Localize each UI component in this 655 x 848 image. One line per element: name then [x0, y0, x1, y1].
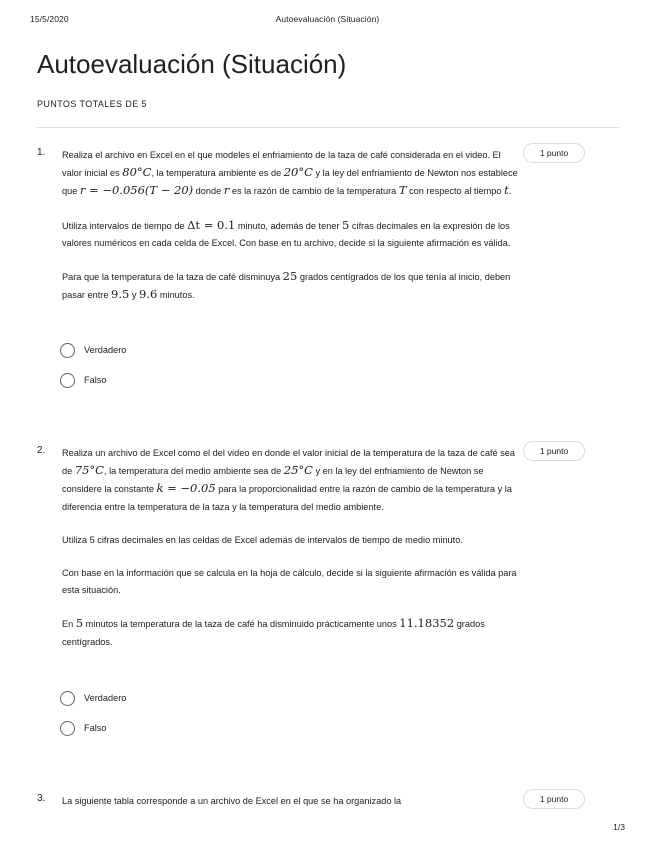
points-badge: 1 punto — [523, 789, 585, 809]
question-body — [62, 147, 520, 320]
radio-button[interactable] — [60, 343, 75, 358]
question-body — [62, 445, 520, 667]
question-statement: Para que la temperatura de la taza de café disminuya 25 grados centígrados de los que tenía al inicio, deben pasar entre 9.5 y 9.6 minutos. — [62, 269, 511, 302]
question-paragraph: Realiza el archivo en Excel en el que modeles el enfriamiento de la taza de café considerada en el video. El valor inicial es 80°C, la temperatura ambiente es de 20°C y la ley del enfriamiento de Newton nos establece que r = −0.056(T − 20) donde r es la razón de cambio de la temperatura T con respecto al tiempo t. — [62, 150, 518, 198]
page-number: 1/3 — [613, 822, 625, 832]
points-badge: 1 punto — [523, 441, 585, 461]
option-verdadero[interactable] — [60, 689, 126, 707]
radio-button[interactable] — [60, 691, 75, 706]
print-header-title: Autoevaluación (Situación) — [275, 14, 380, 24]
question-paragraph: Con base en la información que se calcula en la hoja de cálculo, decide si la siguiente afirmación es válida para esta situación. — [62, 568, 517, 596]
option-verdadero[interactable] — [60, 341, 126, 359]
option-falso[interactable] — [60, 719, 106, 737]
question-number: 3. — [37, 793, 46, 804]
question-number: 2. — [37, 445, 46, 456]
question-number: 1. — [37, 147, 46, 158]
question-paragraph: La siguiente tabla corresponde a un archivo de Excel en el que se ha organizado la — [62, 796, 402, 806]
question-statement: En 5 minutos la temperatura de la taza de café ha disminuido prácticamente unos 11.18352 grados centígrados. — [62, 616, 485, 647]
radio-button[interactable] — [60, 373, 75, 388]
radio-button[interactable] — [60, 721, 75, 736]
divider — [37, 127, 619, 128]
option-label: Verdadero — [84, 693, 127, 703]
points-total: PUNTOS TOTALES DE 5 — [37, 99, 147, 109]
option-falso[interactable] — [60, 371, 106, 389]
option-label: Falso — [84, 723, 107, 733]
print-date: 15/5/2020 — [30, 14, 69, 24]
option-label: Falso — [84, 375, 107, 385]
question-paragraph: Realiza un archivo de Excel como el del video en donde el valor inicial de la temperatura de la taza de café sea de 75°C, la temperatura del medio ambiente sea de 25°C y en la ley del enfriamiento de Newton se considere la constante k = −0.05 para la proporcionalidad entre la razón de cambio de la temperatura y la diferencia entre la temperatura de la taza y la temperatura del medio ambiente. — [62, 448, 516, 512]
question-paragraph: Utiliza 5 cifras decimales en las celdas de Excel además de intervalos de tiempo de medio minuto. — [62, 534, 463, 545]
page-title: Autoevaluación (Situación) — [37, 49, 347, 79]
option-label: Verdadero — [84, 345, 127, 355]
question-paragraph: Utiliza intervalos de tiempo de Δt = 0.1 minuto, además de tener 5 cifras decimales en la expresión de los valores numéricos en cada celda de Excel. Con base en tu archivo, decide si la siguiente afirmación es válida. — [62, 217, 511, 248]
points-badge: 1 punto — [523, 143, 585, 163]
question-body — [62, 793, 520, 826]
